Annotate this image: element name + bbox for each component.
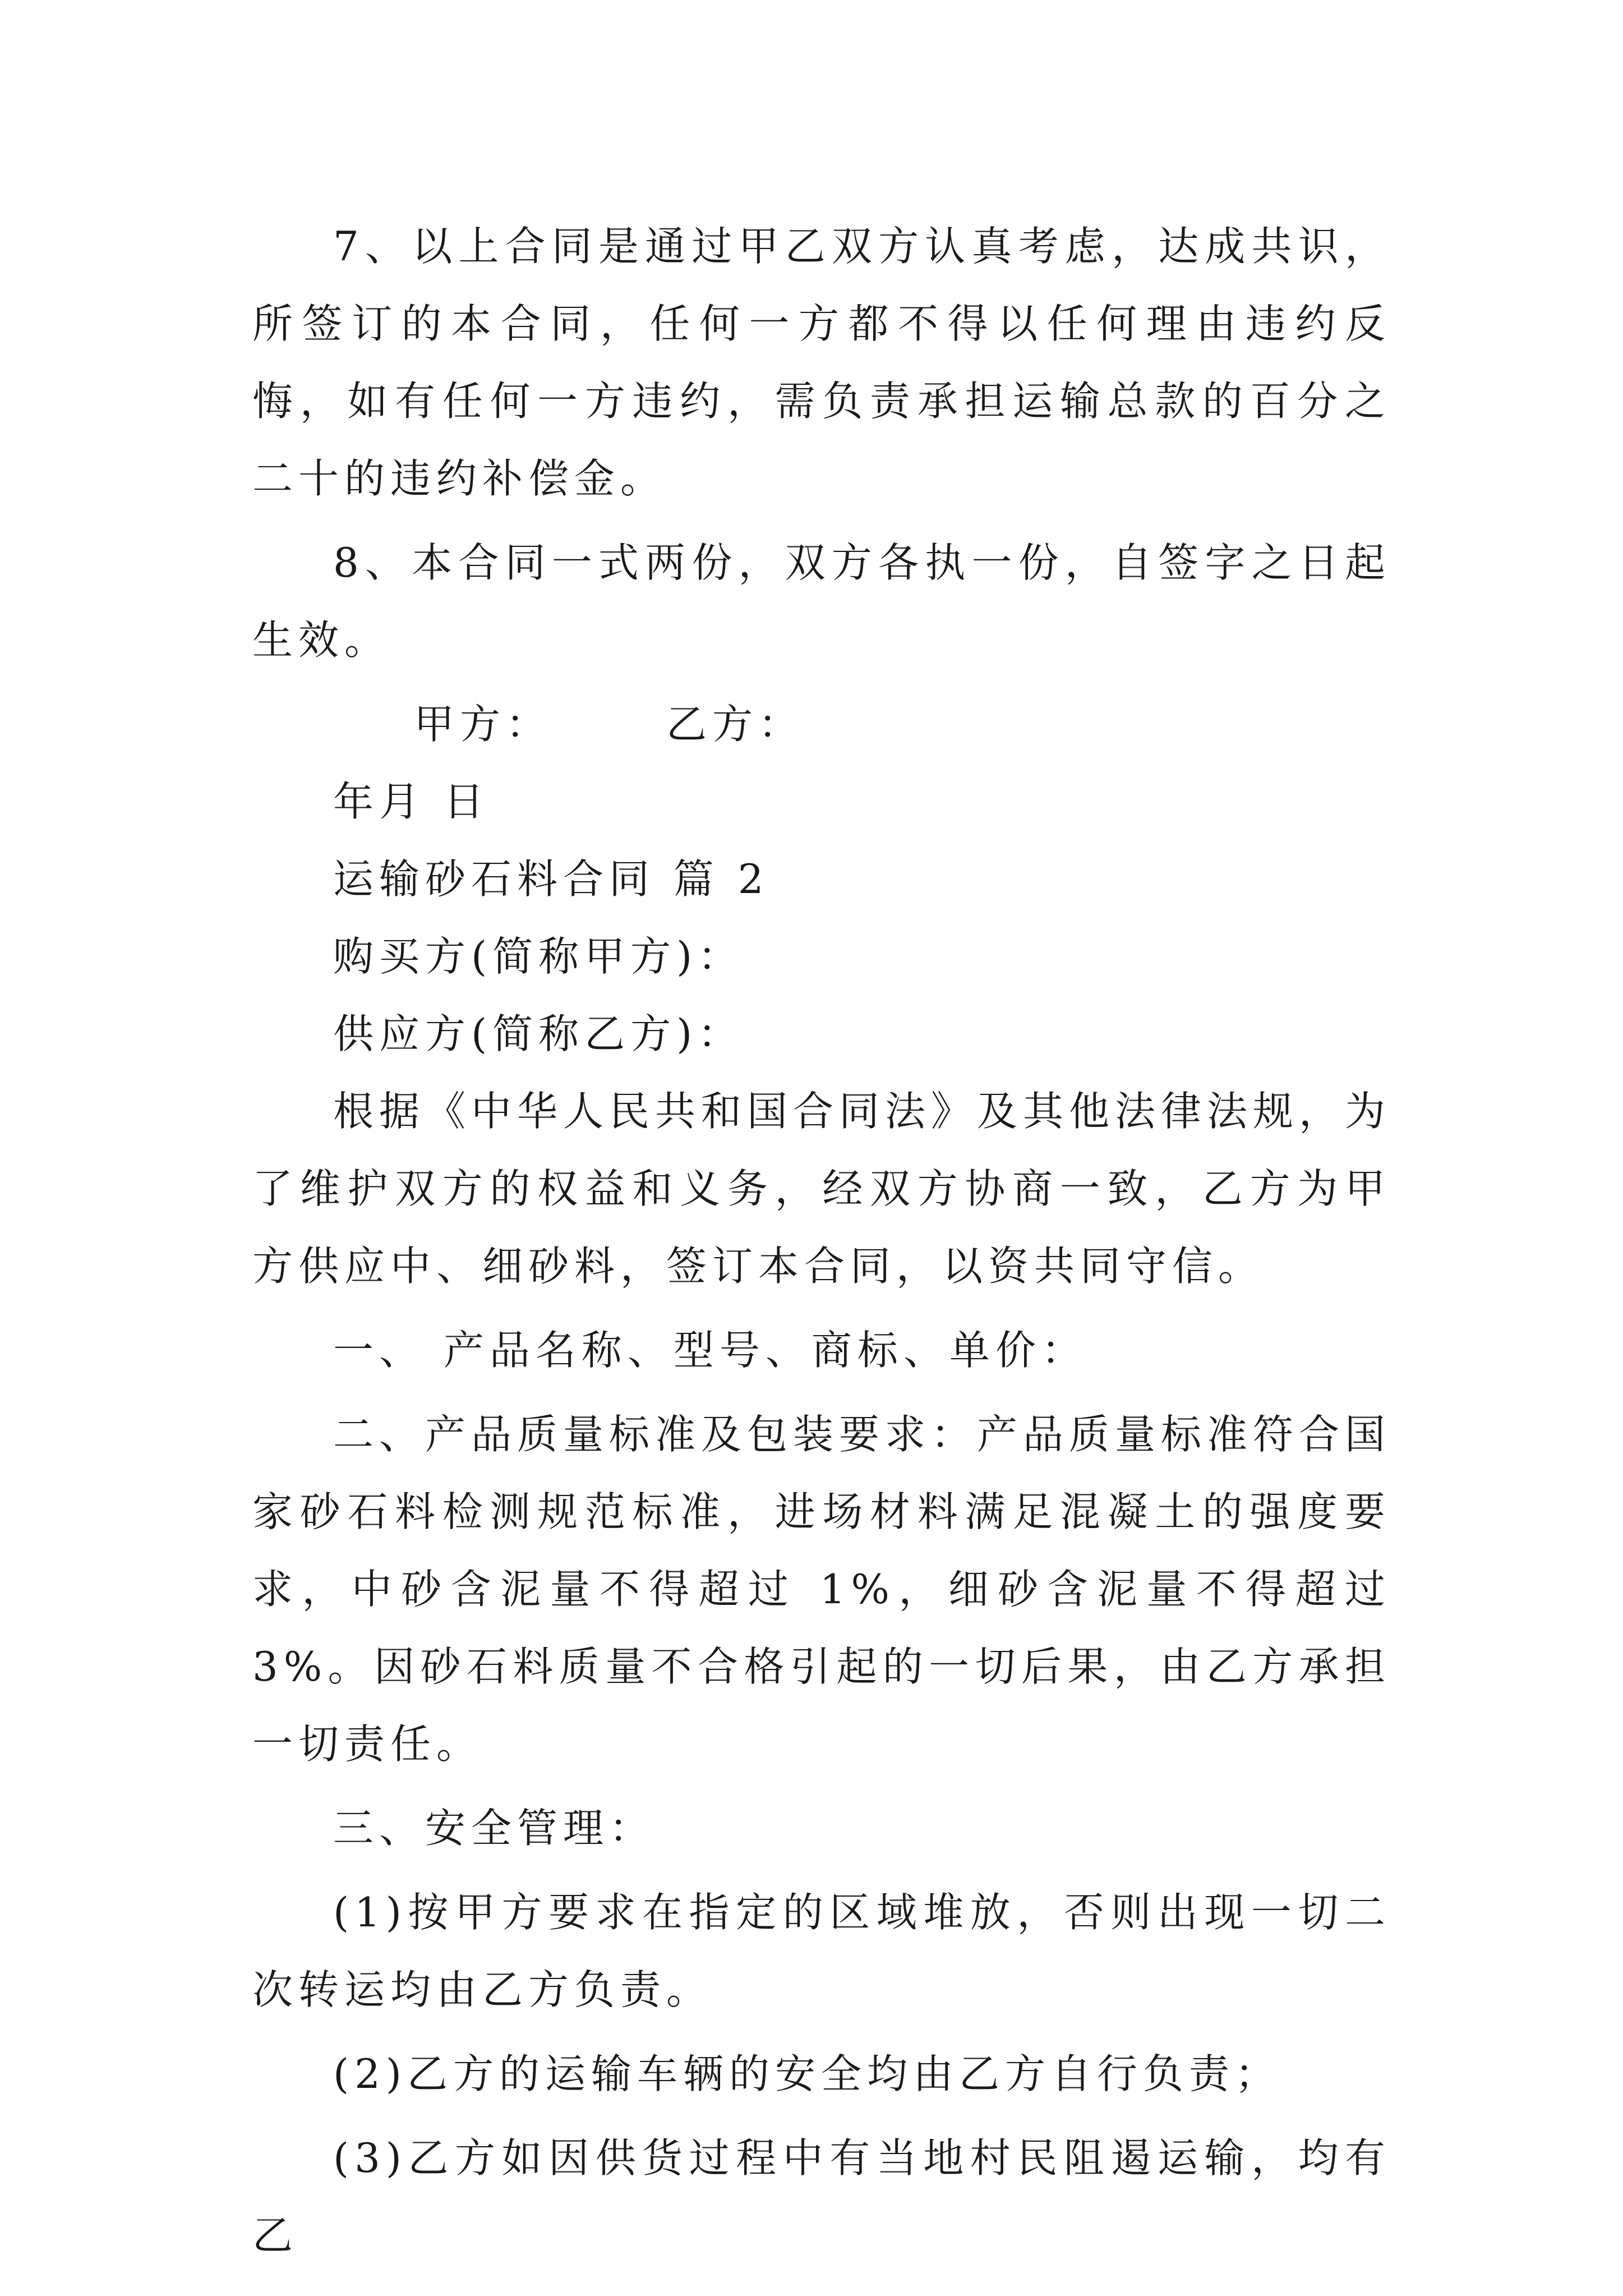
buyer-line: 购买方(简称甲方)： [333, 933, 744, 980]
clause-2-paragraph: 二、产品质量标准及包装要求：产品质量标准符合国家砂石料检测规范标准，进场材料满足混凝土的强度要求，中砂含泥量不得超过 1%，细砂含泥量不得超过 3%。因砂石料质量不合格引起的一切后果，由乙方承担一切责任。 [252, 1411, 1391, 1768]
list-item: (3)乙方如因供货过程中有当地村民阻遏运输，均有乙 [252, 2134, 1391, 2259]
party-a-label: 甲方： [414, 701, 552, 748]
signature-line [252, 685, 1391, 763]
clause-7-paragraph: 7、以上合同是通过甲乙双方认真考虑，达成共识，所签订的本合同，任何一方都不得以任何理由违约反悔，如有任何一方违约，需负责承担运输总款的百分之二十的违约补偿金。 [252, 223, 1391, 502]
supplier-line: 供应方(简称乙方)： [333, 1010, 744, 1057]
list-item: (2)乙方的运输车辆的安全均由乙方自行负责； [333, 2050, 1281, 2097]
clause-1-heading: 一、 产品名称、型号、商标、单价： [333, 1327, 1087, 1374]
section-title: 运输砂石料合同 篇 2 [333, 855, 769, 903]
clause-8-paragraph: 8、本合同一式两份，双方各执一份，自签字之日起生效。 [252, 539, 1391, 664]
document-body [252, 208, 1391, 2274]
date-line: 年月 日 [333, 778, 490, 825]
clause-3-heading: 三、安全管理： [333, 1805, 656, 1852]
intro-paragraph: 根据《中华人民共和国合同法》及其他法律法规，为了维护双方的权益和义务，经双方协商一致，乙方为甲方供应中、细砂料，签订本合同，以资共同守信。 [252, 1088, 1391, 1290]
party-b-label: 乙方： [666, 701, 805, 748]
list-item: (1)按甲方要求在指定的区域堆放，否则出现一切二次转运均由乙方负责。 [252, 1889, 1391, 2013]
